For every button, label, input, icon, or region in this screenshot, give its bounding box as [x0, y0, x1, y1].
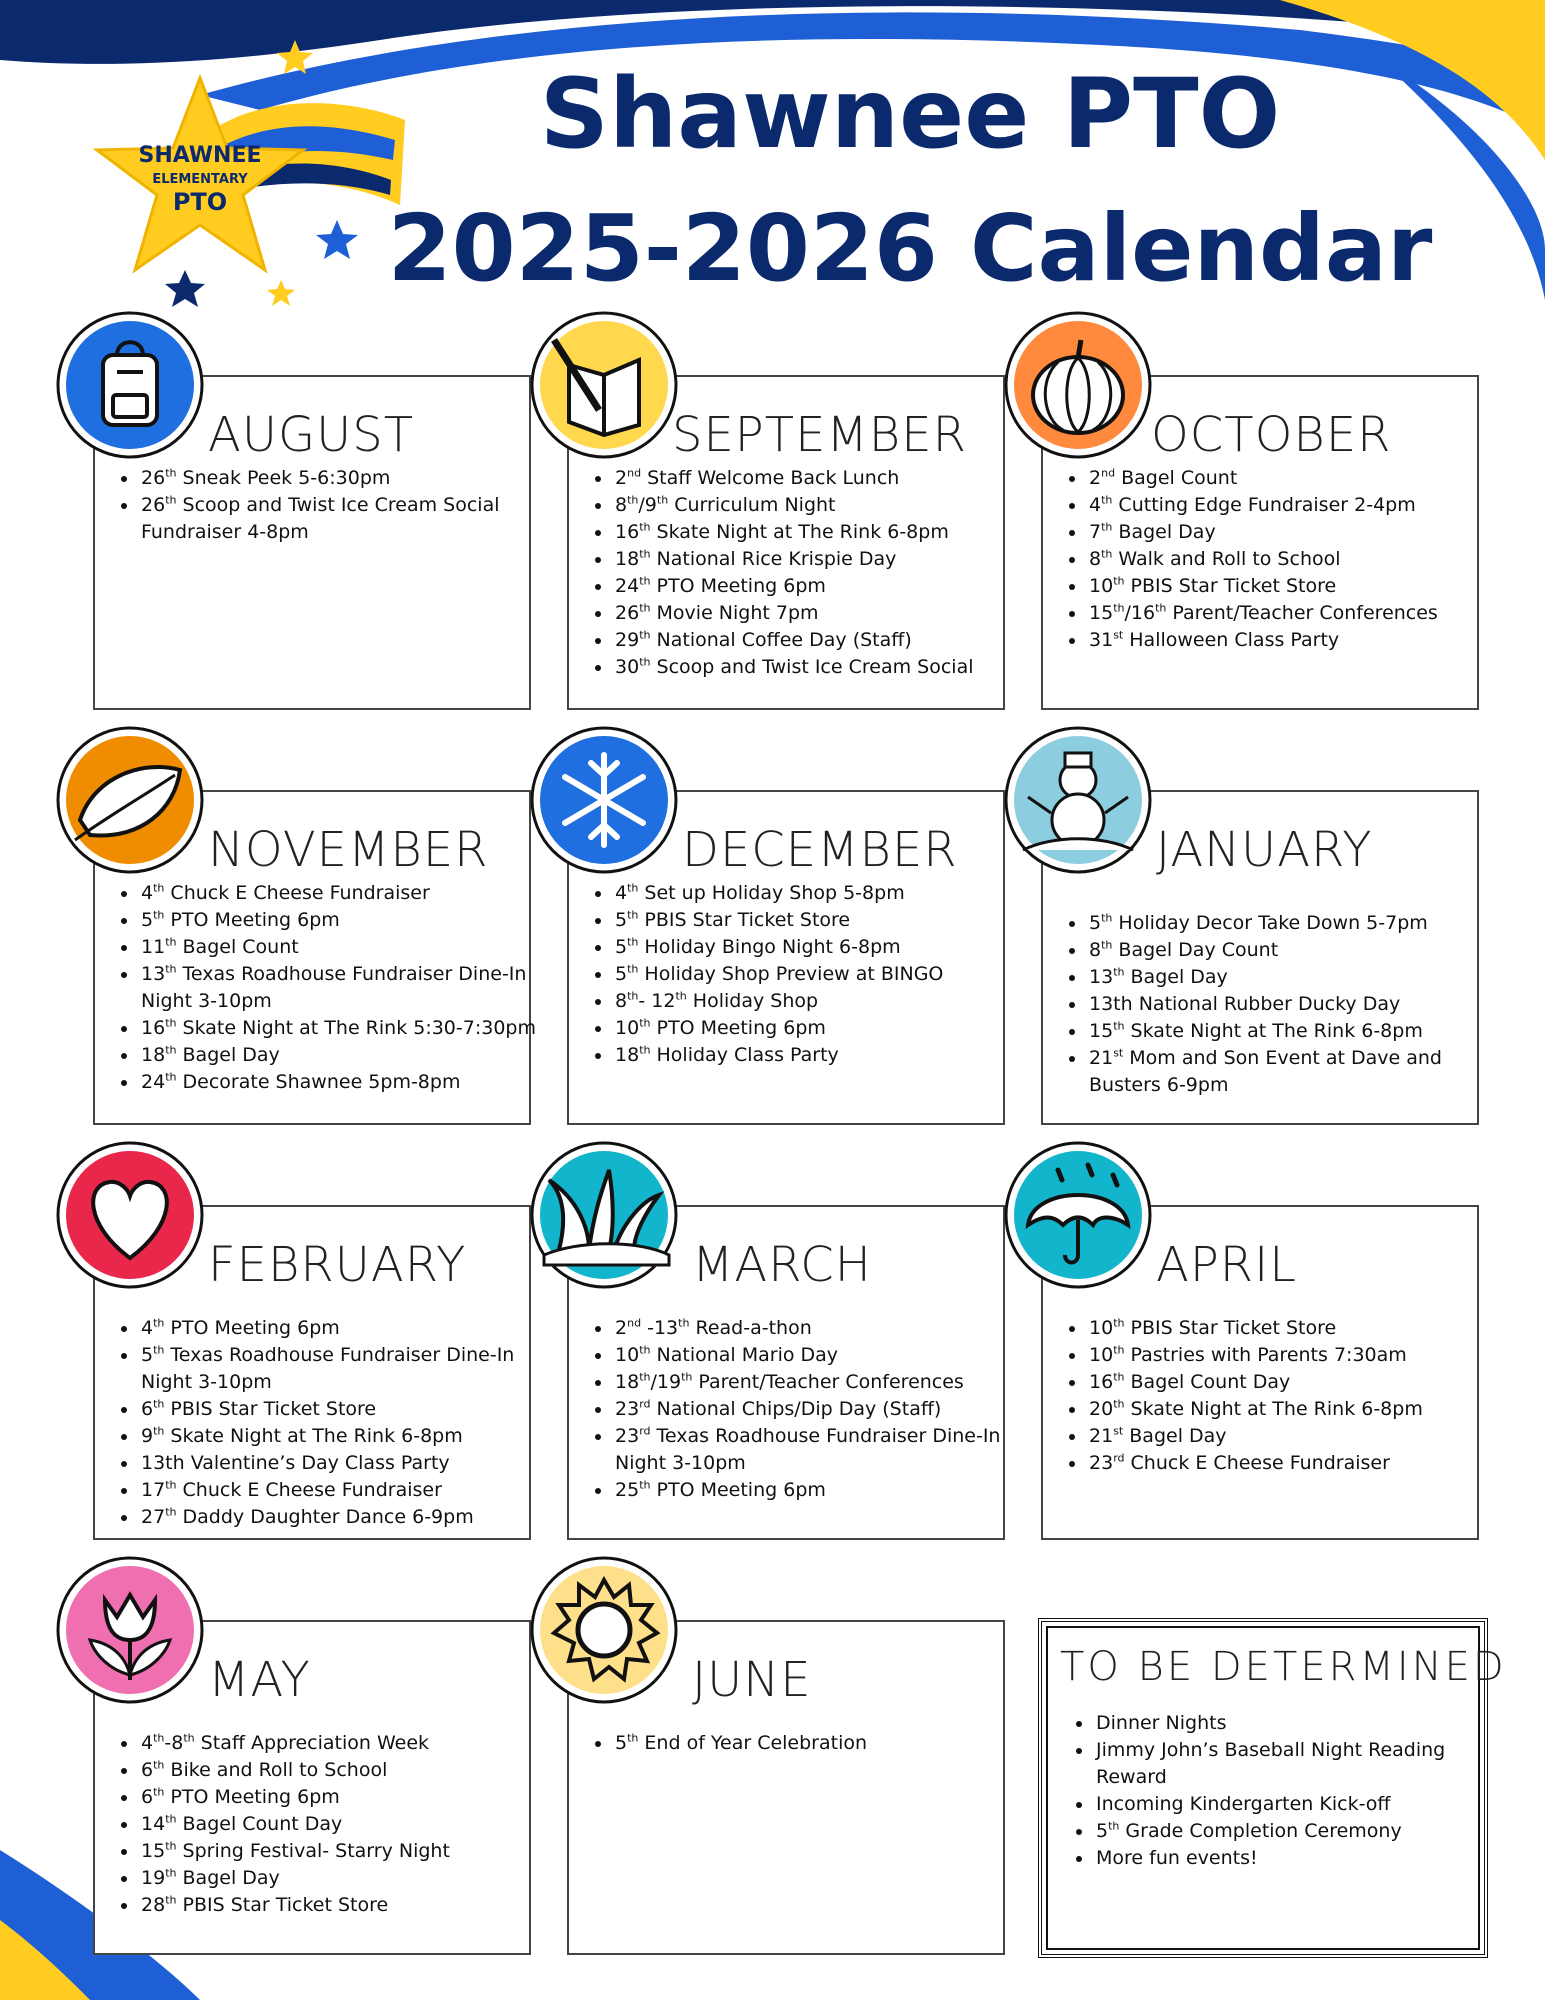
list-item: • 21st Mom and Son Event at Dave and Busters 6-9pm [1087, 1045, 1485, 1099]
list-item: • 23rd Texas Roadhouse Fundraiser Dine-In Night 3-10pm [613, 1423, 1011, 1477]
tbd-title: TO BE DETERMINED [1060, 1644, 1507, 1690]
list-item: • 18th Bagel Day [139, 1042, 537, 1069]
event-list-january [1053, 910, 1485, 1099]
list-item: • 4th-8th Staff Appreciation Week [139, 1730, 537, 1757]
list-item: • 27th Daddy Daughter Dance 6-9pm [139, 1504, 537, 1531]
list-item: • Incoming Kindergarten Kick-off [1094, 1791, 1494, 1818]
list-item: • Jimmy John’s Baseball Night Reading Reward [1094, 1737, 1494, 1791]
shooting-star-icon [97, 40, 405, 307]
list-item: • 31st Halloween Class Party [1087, 627, 1485, 654]
event-list-june [579, 1730, 1011, 1757]
list-item: • 4th Set up Holiday Shop 5-8pm [613, 880, 1011, 907]
heart-icon [55, 1140, 205, 1290]
list-item: • 18th Holiday Class Party [613, 1042, 1011, 1069]
list-item: • 5th End of Year Celebration [613, 1730, 1011, 1757]
month-title: MARCH [692, 1237, 872, 1293]
logo-line3: PTO [172, 188, 228, 216]
list-item: • More fun events! [1094, 1845, 1494, 1872]
month-title: SEPTEMBER [672, 407, 967, 463]
list-item: • 24th PTO Meeting 6pm [613, 573, 1011, 600]
month-title: OCTOBER [1151, 407, 1392, 463]
list-item: • 5th Holiday Decor Take Down 5-7pm [1087, 910, 1485, 937]
list-item: • 15th Skate Night at The Rink 6-8pm [1087, 1018, 1485, 1045]
list-item: • 25th PTO Meeting 6pm [613, 1477, 1011, 1504]
sun-icon [529, 1555, 679, 1705]
list-item: • 18th/19th Parent/Teacher Conferences [613, 1369, 1011, 1396]
list-item: • 2nd Bagel Count [1087, 465, 1485, 492]
list-item: • 6th PTO Meeting 6pm [139, 1784, 537, 1811]
event-list-april [1053, 1315, 1485, 1477]
month-title: AUGUST [208, 407, 415, 463]
list-item: • 4th Cutting Edge Fundraiser 2-4pm [1087, 492, 1485, 519]
list-item: • 4th Chuck E Cheese Fundraiser [139, 880, 537, 907]
list-item: • 8th- 12th Holiday Shop [613, 988, 1011, 1015]
umbrella-icon [1003, 1140, 1153, 1290]
list-item: • 19th Bagel Day [139, 1865, 537, 1892]
list-item: • 8th Bagel Day Count [1087, 937, 1485, 964]
list-item: • 8th/9th Curriculum Night [613, 492, 1011, 519]
list-item: • 14th Bagel Count Day [139, 1811, 537, 1838]
list-item: • 4th PTO Meeting 6pm [139, 1315, 537, 1342]
event-list-august [105, 465, 537, 546]
list-item: • 23rd National Chips/Dip Day (Staff) [613, 1396, 1011, 1423]
snowflake-icon [529, 725, 679, 875]
list-item: • 5th PTO Meeting 6pm [139, 907, 537, 934]
pumpkin-icon [1003, 310, 1153, 460]
list-item: • 20th Skate Night at The Rink 6-8pm [1087, 1396, 1485, 1423]
list-item: • 18th National Rice Krispie Day [613, 546, 1011, 573]
list-item: • 7th Bagel Day [1087, 519, 1485, 546]
logo-line1: SHAWNEE [138, 143, 262, 168]
tbd-card [1038, 1618, 1507, 1958]
list-item: • 6th Bike and Roll to School [139, 1757, 537, 1784]
event-list-february [105, 1315, 537, 1531]
tbd-event-list [1060, 1710, 1494, 1872]
list-item: • 13th Valentine’s Day Class Party [139, 1450, 537, 1477]
logo-line2: ELEMENTARY [152, 172, 248, 187]
month-title: JANUARY [1156, 822, 1373, 878]
shawnee-pto-logo [55, 30, 425, 310]
event-list-september [579, 465, 1011, 681]
leaf-icon [55, 725, 205, 875]
list-item: • 13th Bagel Day [1087, 964, 1485, 991]
month-title: FEBRUARY [208, 1237, 467, 1293]
list-item: • 8th Walk and Roll to School [1087, 546, 1485, 573]
list-item: • 28th PBIS Star Ticket Store [139, 1892, 537, 1919]
list-item: • 16th Skate Night at The Rink 5:30-7:30pm [139, 1015, 537, 1042]
tulip-icon [55, 1555, 205, 1705]
event-list-may [105, 1730, 537, 1919]
event-list-november [105, 880, 537, 1096]
list-item: • Dinner Nights [1094, 1710, 1494, 1737]
list-item: • 2nd -13th Read-a-thon [613, 1315, 1011, 1342]
list-item: • 30th Scoop and Twist Ice Cream Social [613, 654, 1011, 681]
list-item: • 9th Skate Night at The Rink 6-8pm [139, 1423, 537, 1450]
page-subtitle: 2025-2026 Calendar [387, 195, 1433, 302]
list-item: • 10th PBIS Star Ticket Store [1087, 573, 1485, 600]
list-item: • 10th National Mario Day [613, 1342, 1011, 1369]
list-item: • 6th PBIS Star Ticket Store [139, 1396, 537, 1423]
list-item: • 5th Holiday Bingo Night 6-8pm [613, 934, 1011, 961]
month-title: DECEMBER [682, 822, 958, 878]
list-item: • 13th Texas Roadhouse Fundraiser Dine-In Night 3-10pm [139, 961, 537, 1015]
event-list-october [1053, 465, 1485, 654]
list-item: • 15th Spring Festival- Starry Night [139, 1838, 537, 1865]
list-item: • 21st Bagel Day [1087, 1423, 1485, 1450]
page-title: Shawnee PTO [539, 58, 1281, 170]
list-item: • 13th National Rubber Ducky Day [1087, 991, 1485, 1018]
list-item: • 23rd Chuck E Cheese Fundraiser [1087, 1450, 1485, 1477]
list-item: • 24th Decorate Shawnee 5pm-8pm [139, 1069, 537, 1096]
grass-icon [529, 1140, 679, 1290]
list-item: • 2nd Staff Welcome Back Lunch [613, 465, 1011, 492]
list-item: • 5th Holiday Shop Preview at BINGO [613, 961, 1011, 988]
month-title: APRIL [1156, 1237, 1298, 1293]
month-title: JUNE [692, 1652, 812, 1708]
list-item: • 15th/16th Parent/Teacher Conferences [1087, 600, 1485, 627]
event-list-december [579, 880, 1011, 1069]
list-item: • 26th Movie Night 7pm [613, 600, 1011, 627]
snowman-icon [1003, 725, 1153, 875]
list-item: • 5th Texas Roadhouse Fundraiser Dine-In Night 3-10pm [139, 1342, 537, 1396]
list-item: • 5th Grade Completion Ceremony [1094, 1818, 1494, 1845]
book-pencil-icon [529, 310, 679, 460]
list-item: • 10th PTO Meeting 6pm [613, 1015, 1011, 1042]
list-item: • 10th Pastries with Parents 7:30am [1087, 1342, 1485, 1369]
event-list-march [579, 1315, 1011, 1504]
list-item: • 26th Scoop and Twist Ice Cream Social Fundraiser 4-8pm [139, 492, 537, 546]
list-item: • 29th National Coffee Day (Staff) [613, 627, 1011, 654]
list-item: • 17th Chuck E Cheese Fundraiser [139, 1477, 537, 1504]
list-item: • 10th PBIS Star Ticket Store [1087, 1315, 1485, 1342]
month-title: MAY [208, 1652, 311, 1708]
list-item: • 11th Bagel Count [139, 934, 537, 961]
list-item: • 16th Skate Night at The Rink 6-8pm [613, 519, 1011, 546]
month-title: NOVEMBER [208, 822, 489, 878]
list-item: • 26th Sneak Peek 5-6:30pm [139, 465, 537, 492]
list-item: • 5th PBIS Star Ticket Store [613, 907, 1011, 934]
list-item: • 16th Bagel Count Day [1087, 1369, 1485, 1396]
backpack-icon [55, 310, 205, 460]
